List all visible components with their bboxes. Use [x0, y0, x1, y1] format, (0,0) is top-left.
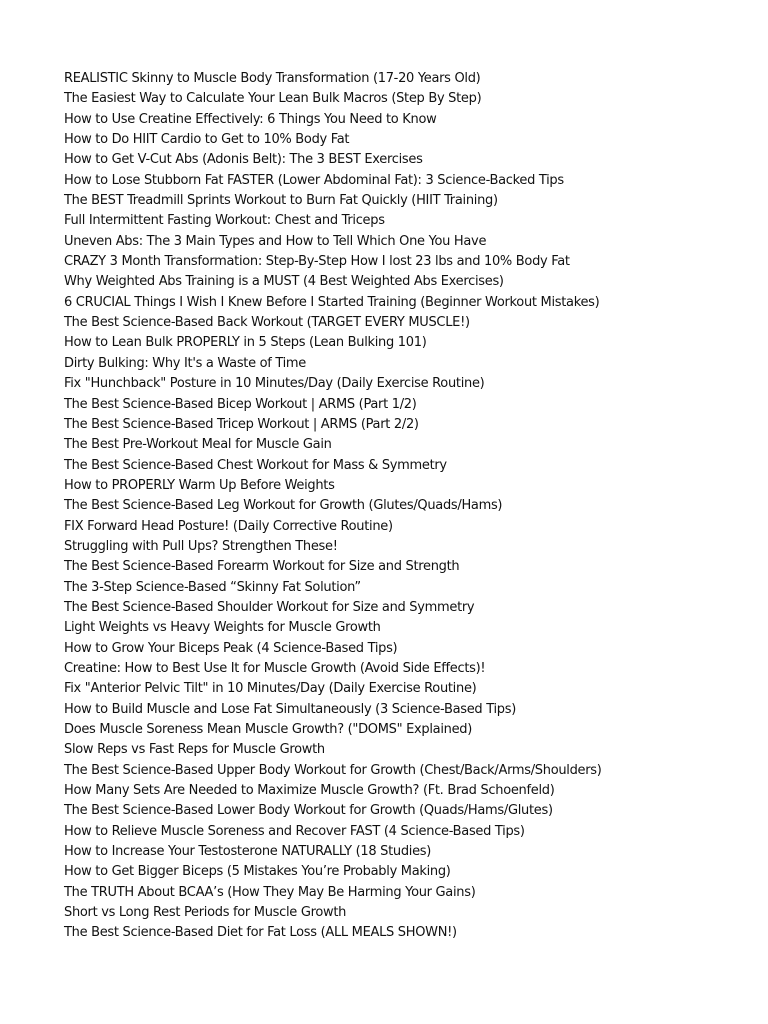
list-item: The TRUTH About BCAA’s (How They May Be Harming Your Gains) [64, 884, 476, 900]
list-item: How to PROPERLY Warm Up Before Weights [64, 477, 335, 493]
list-item: Why Weighted Abs Training is a MUST (4 Best Weighted Abs Exercises) [64, 274, 504, 290]
list-item: The 3-Step Science-Based “Skinny Fat Solution” [64, 579, 361, 595]
list-item: Struggling with Pull Ups? Strengthen These! [64, 538, 338, 554]
list-item: How to Do HIIT Cardio to Get to 10% Body Fat [64, 132, 350, 148]
list-item: The Best Science-Based Bicep Workout | ARMS (Part 1/2) [64, 396, 417, 412]
list-item: How to Get V-Cut Abs (Adonis Belt): The 3 BEST Exercises [64, 152, 423, 168]
list-item: The Best Science-Based Back Workout (TARGET EVERY MUSCLE!) [64, 315, 470, 331]
list-item: How Many Sets Are Needed to Maximize Muscle Growth? (Ft. Brad Schoenfeld) [64, 783, 555, 799]
list-item: Uneven Abs: The 3 Main Types and How to Tell Which One You Have [64, 233, 487, 249]
list-item: The Best Science-Based Lower Body Workout for Growth (Quads/Hams/Glutes) [64, 803, 553, 819]
list-item: Fix "Anterior Pelvic Tilt" in 10 Minutes/Day (Daily Exercise Routine) [64, 681, 477, 697]
list-item: The Best Science-Based Leg Workout for Growth (Glutes/Quads/Hams) [64, 498, 503, 514]
list-item: How to Increase Your Testosterone NATURALLY (18 Studies) [64, 844, 432, 860]
list-item: The BEST Treadmill Sprints Workout to Burn Fat Quickly (HIIT Training) [64, 193, 498, 209]
list-item: The Best Science-Based Tricep Workout | ARMS (Part 2/2) [64, 416, 419, 432]
video-title-list [64, 69, 602, 944]
list-item: Dirty Bulking: Why It's a Waste of Time [64, 355, 306, 371]
list-item: Short vs Long Rest Periods for Muscle Growth [64, 905, 347, 921]
list-item: Slow Reps vs Fast Reps for Muscle Growth [64, 742, 325, 758]
list-item: The Best Science-Based Chest Workout for Mass & Symmetry [64, 457, 447, 473]
list-item: CRAZY 3 Month Transformation: Step-By-Step How I lost 23 lbs and 10% Body Fat [64, 254, 570, 270]
list-item: Full Intermittent Fasting Workout: Chest and Triceps [64, 213, 385, 229]
list-item: How to Get Bigger Biceps (5 Mistakes You’re Probably Making) [64, 864, 451, 880]
list-item: Light Weights vs Heavy Weights for Muscle Growth [64, 620, 381, 636]
list-item: The Best Science-Based Forearm Workout for Size and Strength [64, 559, 460, 575]
list-item: How to Grow Your Biceps Peak (4 Science-Based Tips) [64, 640, 398, 656]
list-item: How to Lose Stubborn Fat FASTER (Lower Abdominal Fat): 3 Science-Backed Tips [64, 172, 564, 188]
list-item: How to Use Creatine Effectively: 6 Things You Need to Know [64, 111, 437, 127]
list-item: REALISTIC Skinny to Muscle Body Transformation (17-20 Years Old) [64, 71, 481, 86]
list-item: How to Build Muscle and Lose Fat Simultaneously (3 Science-Based Tips) [64, 701, 516, 717]
list-item: FIX Forward Head Posture! (Daily Corrective Routine) [64, 518, 393, 534]
list-item: The Best Science-Based Diet for Fat Loss (ALL MEALS SHOWN!) [64, 925, 457, 941]
list-item: Does Muscle Soreness Mean Muscle Growth? ("DOMS" Explained) [64, 722, 473, 737]
list-item: How to Lean Bulk PROPERLY in 5 Steps (Lean Bulking 101) [64, 335, 427, 351]
list-item: 6 CRUCIAL Things I Wish I Knew Before I Started Training (Beginner Workout Mistakes) [64, 294, 600, 310]
list-item: Creatine: How to Best Use It for Muscle Growth (Avoid Side Effects)! [64, 660, 486, 676]
list-item: The Best Science-Based Upper Body Workout for Growth (Chest/Back/Arms/Shoulders) [64, 762, 602, 778]
list-item: The Best Pre-Workout Meal for Muscle Gain [64, 437, 332, 453]
list-item: Fix "Hunchback" Posture in 10 Minutes/Day (Daily Exercise Routine) [64, 376, 485, 392]
list-item: The Easiest Way to Calculate Your Lean Bulk Macros (Step By Step) [64, 91, 482, 107]
list-item: The Best Science-Based Shoulder Workout for Size and Symmetry [64, 599, 475, 615]
list-item: How to Relieve Muscle Soreness and Recover FAST (4 Science-Based Tips) [64, 823, 525, 839]
